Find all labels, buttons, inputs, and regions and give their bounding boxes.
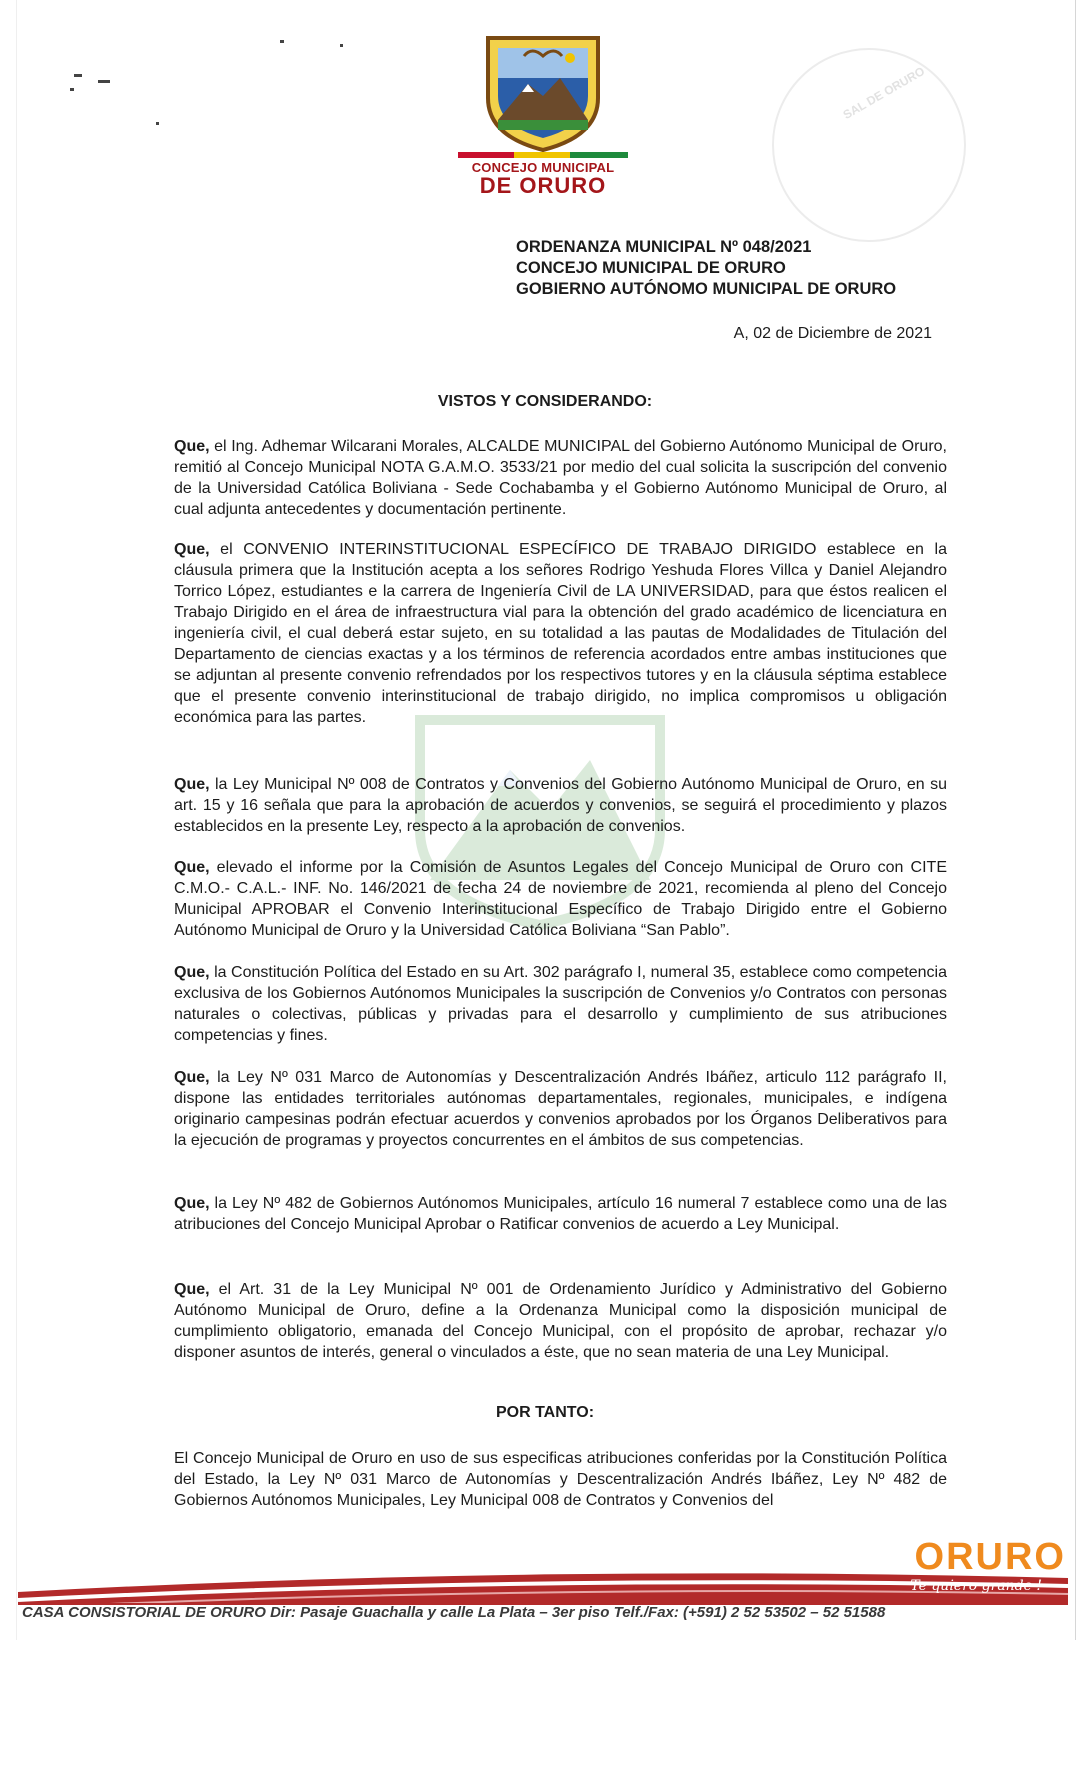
paragraph-text: la Ley Municipal Nº 008 de Contratos y Convenios del Gobierno Autónomo Municipal de Oruro, en su art. 15 y 16 señala que para la aprobación de acuerdos y convenios, se seguirá el procedimiento y plazos establecidos en la presente Ley, respecto a la aprobación de convenios. xyxy=(174,776,947,835)
footer xyxy=(18,1536,1068,1638)
paragraph-lead: Que, xyxy=(174,859,210,876)
paragraph-lead: Que, xyxy=(174,776,210,793)
flag-stripe xyxy=(458,152,628,158)
seal-text: SAL DE ORURO xyxy=(840,63,928,123)
heading-line3: GOBIERNO AUTÓNOMO MUNICIPAL DE ORURO xyxy=(516,280,897,298)
paragraph-text: la Ley Nº 482 de Gobiernos Autónomos Municipales, artículo 16 numeral 7 establece como una de las atribuciones del Concejo Municipal Aprobar o Ratificar convenios de acuerdo a Ley Municipal. xyxy=(174,1195,947,1233)
faded-seal xyxy=(772,48,966,242)
paragraph-2 xyxy=(174,539,947,728)
paragraph-text: el Ing. Adhemar Wilcarani Morales, ALCALDE MUNICIPAL del Gobierno Autónomo Municipal de Oruro, remitió al Concejo Municipal NOTA G.A.M.O. 3533/21 por medio del cual solicita la suscripción del convenio de la Universidad Católica Boliviana - Sede Cochabamba y el Gobierno Autónomo Municipal de Oruro, al cual adjunta antecedentes y documentación pertinente. xyxy=(174,438,947,518)
section-title-vistos: VISTOS Y CONSIDERANDO: xyxy=(437,393,653,410)
closing-paragraph: El Concejo Municipal de Oruro en uso de sus especificas atribuciones conferidas por la Constitución Política del Estado, la Ley Nº 031 Marco de Autonomías y Descentralización Andrés Ibáñez, Ley Nº 482 de Gobiernos Autónomos Municipales, Ley Municipal 008 de Contratos y Convenios del xyxy=(174,1450,947,1509)
paragraph-8 xyxy=(174,1279,947,1363)
paragraph-text: el Art. 31 de la Ley Municipal Nº 001 de Ordenamiento Jurídico y Administrativo del Gobierno Autónomo Municipal de Oruro, define a la Ordenanza Municipal como la disposición municipal de cumplimiento obligatorio, emanada del Concejo Municipal, con el propósito de aprobar, rechazar y/o disponer asuntos de interés, general o vinculados a éste, que no sean materia de una Ley Municipal. xyxy=(174,1281,947,1361)
paragraph-lead: Que, xyxy=(174,1069,210,1086)
paragraph-text: la Constitución Política del Estado en su Art. 302 parágrafo I, numeral 35, establece como competencia exclusiva de los Gobiernos Autónomos Municipales la suscripción de Convenios y/o Contratos con personas naturales o colectivas, públicas y privadas para el desarrollo y cumplimiento de sus atribuciones competencias y fines. xyxy=(174,964,947,1044)
paragraph-4 xyxy=(174,857,947,941)
logo-line2: DE ORURO xyxy=(479,173,607,198)
paragraph-lead: Que, xyxy=(174,1195,210,1212)
footer-address: CASA CONSISTORIAL DE ORURO Dir: Pasaje Guachalla y calle La Plata – 3er piso Telf./Fax: (+591) 2 52 53502 – 52 51588 xyxy=(22,1604,886,1621)
footer-brand xyxy=(910,1538,1066,1594)
paragraph-3 xyxy=(174,774,947,837)
paragraph-lead: Que, xyxy=(174,1281,210,1298)
coat-of-arms-icon xyxy=(478,28,608,152)
paragraph-text: elevado el informe por la Comisión de Asuntos Legales del Concejo Municipal de Oruro con CITE C.M.O.- C.A.L.- INF. No. 146/2021 de fecha 24 de noviembre de 2021, recomienda al pleno del Concejo Municipal APROBAR el Convenio Interinstitucional Específico de Trabajo Dirigido entre el Gobierno Autónomo Municipal de Oruro y la Universidad Católica Boliviana “San Pablo”. xyxy=(174,859,947,939)
paragraph-1 xyxy=(174,436,947,520)
municipal-logo xyxy=(458,28,628,198)
paragraph-lead: Que, xyxy=(174,964,210,981)
ordinance-heading xyxy=(516,237,896,300)
paragraph-text: el CONVENIO INTERINSTITUCIONAL ESPECÍFICO DE TRABAJO DIRIGIDO establece en la cláusula primera que la Institución acepta a los señores Rodrigo Yeshuda Flores Villca y Daniel Alejandro Torrico López, estudiantes e la carrera de Ingeniería Civil de LA UNIVERSIDAD, para que éstos realicen el Trabajo Dirigido en el área de infraestructura vial para la obtención del grado académico de licenciatura en ingeniería civil, el cual deberá estar sujeto, en su totalidad a las pautas de Modalidades de Titulación del Departamento de ciencias exactas y a los términos de referencia acordados entre ambas instituciones que se adjuntan al presente convenio refrendados por los respectivos tutores y en la cláusula séptima establece que el presente convenio interinstitucional de trabajo dirigido, no implica compromisos u obligación económica para las partes. xyxy=(174,541,947,726)
paragraph-lead: Que, xyxy=(174,541,210,558)
paragraph-5 xyxy=(174,962,947,1046)
heading-line1: ORDENANZA MUNICIPAL Nº 048/2021 xyxy=(516,238,812,256)
section-title-por-tanto: POR TANTO: xyxy=(495,1404,595,1421)
paragraph-7 xyxy=(174,1193,947,1235)
paragraph-lead: Que, xyxy=(174,438,210,455)
paragraph-text: la Ley Nº 031 Marco de Autonomías y Descentralización Andrés Ibáñez, articulo 112 parágrafo II, dispone las entidades territoriales autónomas departamentales, regionales, municipales, e indígena originario campesinas podrán efectuar acuerdos y convenios aprobados por los Órganos Deliberativos para la ejecución de programas y proyectos concurrentes en el ámbitos de sus competencias. xyxy=(174,1069,947,1149)
brand-slogan: Te quiero grande ! xyxy=(910,1578,1042,1594)
heading-line2: CONCEJO MUNICIPAL DE ORURO xyxy=(516,259,786,277)
logo-line1: CONCEJO MUNICIPAL xyxy=(471,160,615,175)
brand-name: ORURO xyxy=(914,1536,1066,1578)
document-date: A, 02 de Diciembre de 2021 xyxy=(733,325,932,342)
paragraph-6 xyxy=(174,1067,947,1151)
